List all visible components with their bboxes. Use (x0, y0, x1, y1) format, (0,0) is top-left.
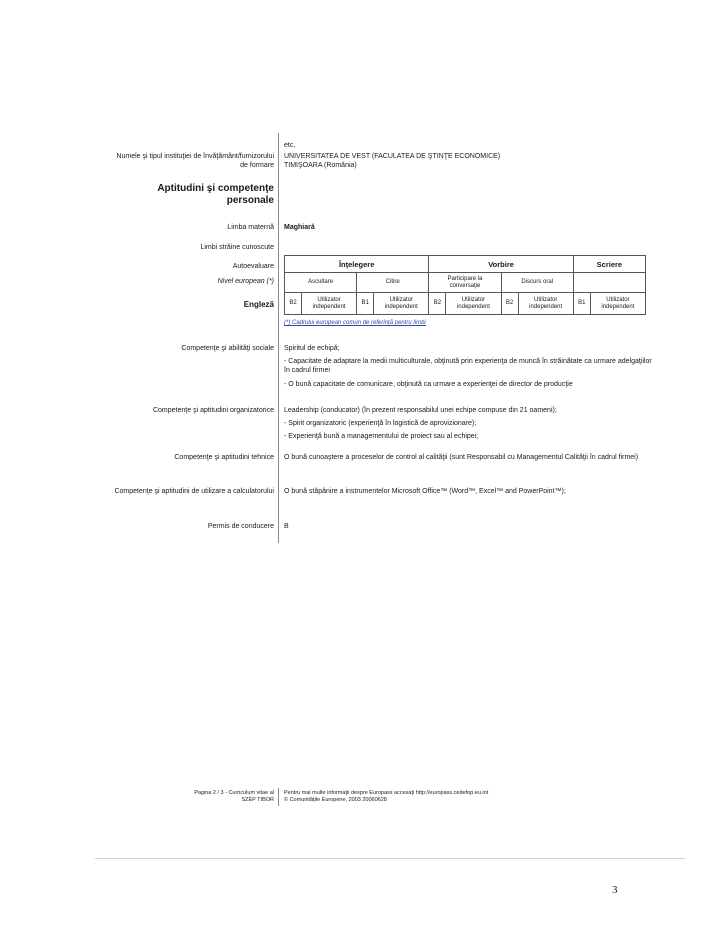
footer-name: SZÉP TIBOR (241, 797, 274, 803)
mother-tongue-value: Maghiară (284, 224, 315, 231)
footer-divider (278, 788, 279, 806)
level-code: B1 (573, 293, 590, 315)
cefr-note-link[interactable]: (*) Cadrului european comun de referinţă pentru limbi (284, 320, 426, 326)
computer-skills-label: Competenţe şi aptitudini de utilizare a calculatorului (114, 488, 274, 495)
license-value: B (284, 523, 289, 530)
header-speaking: Vorbire (429, 256, 573, 273)
language-table (284, 255, 646, 315)
level-text: Utilizator independent (446, 293, 501, 315)
section-title: Aptitudini şi competenţe personale (157, 183, 274, 206)
org-skills-label: Competenţe şi aptitudini organizatorice (152, 407, 274, 414)
footer-copyright: © Comunităţile Europene, 2003 20060628 (284, 797, 387, 803)
social-line: - Capacitate de adaptare la medii multiculturale, obţinută prin experienţa de muncă în străinătate ca urmare adelgaţiilor în cadrul firmei (284, 358, 652, 374)
language-name: Engleză (243, 300, 274, 309)
level-text: Utilizator independent (374, 293, 429, 315)
etc-text: etc, (284, 142, 296, 149)
self-eval-label: Autoevaluare (232, 263, 274, 270)
org-line: Leadership (conducator) (în prezent responsabilul unei echipe compuse din 21 oameni); (284, 407, 557, 414)
level-text: Utilizator independent (590, 293, 645, 315)
subheader-listening: Ascultare (285, 273, 357, 293)
tech-skills-text: O bună cunoaştere a proceselor de control al calităţii (sunt Responsabil cu Managementul Calităţii în cadrul firmei) (284, 454, 639, 461)
subheader-interaction: Participare la conversaţie (429, 273, 501, 293)
org-line: - Experienţă bună a managementului de proiect sau al echipei; (284, 433, 479, 440)
license-label: Permis de conducere (207, 523, 274, 530)
subheader-production: Discurs oral (501, 273, 573, 293)
footer-right (284, 790, 488, 804)
footer-left (110, 790, 274, 804)
header-understanding: Înţelegere (285, 256, 429, 273)
org-line: - Spirit organizatoric (experienţă în logistică de aprovizionare); (284, 420, 477, 427)
level-text: Utilizator independent (302, 293, 357, 315)
column-divider (278, 133, 279, 543)
mother-tongue-label: Limba maternă (227, 224, 274, 231)
page-bottom-rule (95, 858, 685, 859)
foreign-languages-label: Limbi străine cunoscute (200, 244, 274, 251)
header-writing: Scriere (573, 256, 645, 273)
level-code: B2 (501, 293, 518, 315)
social-line: - O bună capacitate de comunicare, obţinută ca urmare a experienţei de director de producţie (284, 381, 573, 388)
institution-line2: TIMIŞOARA (România) (284, 162, 357, 169)
footer-page-info: Pagina 2 / 3 - Curriculum vitae al (194, 790, 274, 796)
tech-skills-label: Competenţe şi aptitudini tehnice (174, 454, 274, 461)
institution-label: Numele şi tipul instituţiei de învăţământ/furnizorului de formare (116, 153, 274, 169)
footer-europass-info: Pentru mai multe informaţii despre Europass accesaţi http://europass.cedefop.eu.int (284, 790, 489, 796)
computer-skills-text: O bună stăpânire a instrumentelor Microsoft Office™ (Word™, Excel™ and PowerPoint™); (284, 488, 566, 495)
level-code: B2 (285, 293, 302, 315)
european-level-label: Nivel european (*) (217, 278, 274, 285)
social-skills-label: Competenţe şi abilităţi sociale (181, 345, 274, 352)
social-line: Spiritul de echipă; (284, 345, 340, 352)
level-text: Utilizator independent (518, 293, 573, 315)
subheader-writing-empty (573, 273, 645, 293)
subheader-reading: Citire (357, 273, 429, 293)
level-code: B2 (429, 293, 446, 315)
institution-line1: UNIVERSITATEA DE VEST (FACULATEA DE ŞTINŢE ECONOMICE) (284, 153, 501, 160)
page-number: 3 (612, 884, 618, 896)
level-code: B1 (357, 293, 374, 315)
